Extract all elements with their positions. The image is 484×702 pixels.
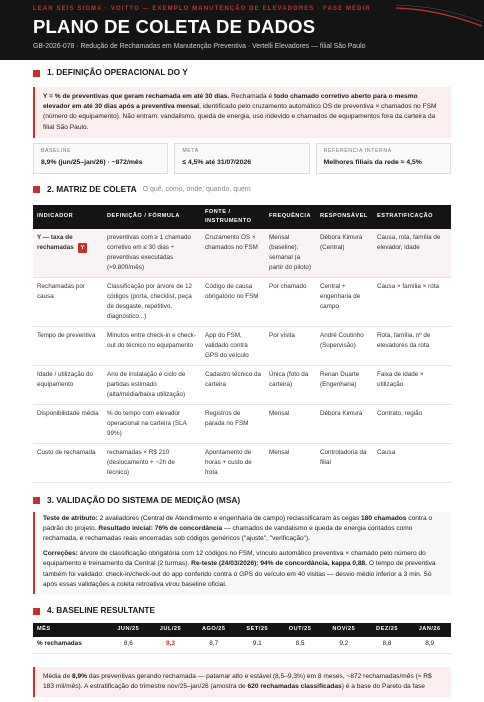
column-header: JUN/25 — [107, 623, 150, 637]
msa-bold: 180 chamados — [361, 514, 407, 522]
table-row — [33, 277, 451, 326]
msa-bold: Correções: — [43, 550, 78, 558]
card-value: ≤ 4,5% até 31/07/2026 — [182, 159, 252, 167]
table-cell: 8,7 — [191, 637, 236, 653]
card-label: REFERÊNCIA INTERNA — [323, 147, 392, 154]
table-cell: Custo de rechamada — [33, 443, 103, 482]
collection-matrix-table — [33, 205, 451, 483]
note-bold: 620 rechamadas classificadas — [247, 682, 342, 690]
y-definition-bold: todo chamado corretivo aberto para o mesmo elevador em até 30 dias após a preventiva mensal — [43, 93, 418, 111]
table-cell: Rota, família, nº de elevadores da rota — [373, 326, 451, 365]
table-cell: Tempo de preventiva — [33, 326, 103, 365]
msa-text: O tempo de preventiva também foi validado: check-in/check-out do app conferido contra o GPS do veículo em 40 visitas — desvio médio inferior a 3 min. Só após essas validações a coleta retroativa virou baseline oficial. — [43, 560, 436, 588]
table-cell: Contrato, região — [373, 404, 451, 443]
column-header: SET/25 — [236, 623, 278, 637]
table-cell: Única (foto da carteira) — [265, 365, 316, 404]
table-row — [33, 443, 451, 482]
table-cell-highlight: 9,3 — [150, 637, 192, 653]
column-header: AGO/25 — [191, 623, 236, 637]
note-text: das preventivas gerando rechamada — patamar alto e estável (8,5–9,3%) em 8 meses, ~872 rechamadas/mês (≈ R$ 183 mil/mês). A estratificação do trimestre nov/25–jan/26 (amostra de — [43, 672, 432, 690]
indicator-name: Y — taxa de rechamadas — [37, 233, 74, 251]
column-header: JUL/25 — [150, 623, 192, 637]
card-label: META — [182, 147, 199, 154]
table-cell: preventivas com ≥ 1 chamado corretivo em ≤ 30 dias ÷ preventivas executadas (≈9.800/mês) — [103, 229, 201, 278]
msa-paragraph — [43, 514, 443, 545]
table-cell: Idade / utilização do equipamento — [33, 365, 103, 404]
table-cell: 9,2 — [322, 637, 366, 653]
y-definition-callout — [33, 87, 451, 138]
column-header: RESPONSÁVEL — [316, 205, 373, 229]
y-badge: Y — [78, 243, 88, 253]
table-cell: % do tempo com elevador operacional na carteira (SLA 99%) — [103, 404, 201, 443]
table-cell: Faixa de idade × utilização — [373, 365, 451, 404]
msa-paragraph — [43, 549, 443, 590]
table-cell: App do FSM, validado contra GPS do veículo — [201, 326, 265, 365]
table-cell: 8,8 — [366, 637, 409, 653]
msa-text: contra o padrão do projeto. — [43, 514, 433, 532]
table-cell: Mensal — [265, 404, 316, 443]
reference-card — [316, 143, 451, 174]
header-kicker: LEAN SEIS SIGMA · VOITTO — EXEMPLO MANUTENÇÃO DE ELEVADORES · FASE MEDIR — [33, 6, 371, 12]
section-marker — [33, 497, 40, 504]
table-cell: Disponibilidade média — [33, 404, 103, 443]
table-cell: Código de causa obrigatório no FSM — [201, 277, 265, 326]
table-cell: Débora Kimura (Central) — [316, 229, 373, 278]
table-cell: Registros de parada no FSM — [201, 404, 265, 443]
section-title: 4. BASELINE RESULTANTE — [47, 605, 156, 616]
column-header: OUT/25 — [278, 623, 321, 637]
page-header — [0, 0, 484, 60]
table-cell: Por chamado — [265, 277, 316, 326]
msa-bold: Teste de atributo: — [43, 514, 98, 522]
section-operational-definition — [0, 67, 484, 174]
table-cell: Causa × família × rota — [373, 277, 451, 326]
note-text: Média de — [43, 672, 72, 680]
table-header-row — [33, 205, 451, 229]
table-cell: Mensal — [265, 443, 316, 482]
section-collection-matrix — [0, 184, 484, 483]
section-title: 3. VALIDAÇÃO DO SISTEMA DE MEDIÇÃO (MSA) — [47, 494, 241, 505]
column-header: DEZ/25 — [366, 623, 409, 637]
card-label: BASELINE — [41, 147, 72, 154]
table-cell: Cadastro técnico da carteira — [201, 365, 265, 404]
section-marker — [33, 70, 40, 77]
baseline-note — [33, 667, 451, 697]
table-cell: André Coutinho (Supervisão) — [316, 326, 373, 365]
table-cell — [33, 229, 103, 278]
table-cell: Débora Kimura — [316, 404, 373, 443]
column-header: DEFINIÇÃO / FÓRMULA — [103, 205, 201, 229]
kpi-cards — [33, 143, 451, 174]
table-cell: Cruzamento OS × chamados no FSM — [201, 229, 265, 278]
column-header: ESTRATIFICAÇÃO — [373, 205, 451, 229]
section-title: 1. DEFINIÇÃO OPERACIONAL DO Y — [47, 67, 188, 78]
baseline-table — [33, 623, 451, 654]
column-header: NOV/25 — [322, 623, 366, 637]
card-value: 8,9% (jun/25–jan/26) · ~872/mês — [41, 159, 143, 167]
msa-bold: Resultado inicial: 76% de concordância — [98, 524, 223, 532]
table-cell: Rechamadas por causa — [33, 277, 103, 326]
column-header: JAN/26 — [408, 623, 451, 637]
msa-text: 2 avaliadores (Central de Atendimento e engenharia de campo) reclassificaram às cegas — [97, 514, 362, 522]
column-header: MÊS — [33, 623, 107, 637]
note-text: ) é a base do Pareto da fase — [341, 682, 425, 690]
table-cell: Mensal (baseline); semanal (a partir do piloto) — [265, 229, 316, 278]
baseline-card — [33, 143, 168, 174]
msa-text: — chamados de vandalismo e queda de energia contados como rechamada, e rechamadas reais encerradas sob códigos genéricos ("ajuste", "verificação"). — [43, 524, 413, 543]
table-row — [33, 637, 451, 653]
table-cell: 8,5 — [278, 637, 321, 653]
table-cell: 8,6 — [107, 637, 150, 653]
goal-card — [174, 143, 309, 174]
section-marker — [33, 186, 40, 193]
table-cell: Causa — [373, 443, 451, 482]
section-msa — [0, 495, 484, 594]
section-subtitle: O quê, como, onde, quando, quem — [142, 185, 251, 193]
column-header: FREQUÊNCIA — [265, 205, 316, 229]
section-baseline — [0, 605, 484, 697]
table-cell: Minutos entre check-in e check-out do técnico no equipamento — [103, 326, 201, 365]
msa-text: árvore de classificação obrigatória com 12 códigos no FSM, vínculo automático preventiva × chamado pelo número do equipamento e treinamento da Central (2 turmas). — [43, 550, 426, 568]
column-header: FONTE / INSTRUMENTO — [201, 205, 265, 229]
table-row — [33, 404, 451, 443]
table-cell: 9,1 — [236, 637, 278, 653]
table-cell: Central + engenharia de campo — [316, 277, 373, 326]
card-value: Melhores filiais da rede ≈ 4,5% — [323, 159, 422, 167]
table-cell: Causa, rota, família de elevador, idade — [373, 229, 451, 278]
table-row — [33, 326, 451, 365]
y-definition-bold: Y = % de preventivas que geram rechamada em até 30 dias. — [43, 93, 230, 100]
table-row — [33, 365, 451, 404]
section-title: 2. MATRIZ DE COLETA — [47, 183, 137, 194]
table-cell: Controladoria da filial — [316, 443, 373, 482]
msa-callout — [33, 512, 451, 594]
row-label: % rechamadas — [33, 637, 107, 653]
table-cell: Renan Duarte (Engenharia) — [316, 365, 373, 404]
table-cell: 8,9 — [408, 637, 451, 653]
page-title: PLANO DE COLETA DE DADOS — [33, 16, 316, 38]
table-cell: Por visita — [265, 326, 316, 365]
header-decoration — [394, 0, 484, 30]
table-cell: Ano de instalação e ciclo de partidas estimado (alta/média/baixa utilização) — [103, 365, 201, 404]
note-bold: 8,9% — [71, 672, 87, 680]
page-subtitle: GB-2026-078 · Redução de Rechamadas em Manutenção Preventiva · Vertelli Elevadores — filial São Paulo — [33, 43, 366, 51]
table-cell: Apontamento de horas + custo de frota — [201, 443, 265, 482]
y-definition-text: Rechamada é — [229, 93, 274, 100]
section-marker — [33, 608, 40, 615]
table-header-row — [33, 623, 451, 637]
msa-bold: Re-teste (24/03/2026): 94% de concordância, kappa 0,88. — [191, 560, 367, 568]
table-cell: Classificação por árvore de 12 códigos (porta, checklist, peça de desgaste, repetitivo, diagnóstico...) — [103, 277, 201, 326]
y-definition-text: , identificado pelo cruzamento automático OS de preventiva × chamados no FSM (número do equipamento). Não entram: vandalismo, queda de energia, uso indevido e chamados de equipamentos fora da carteira da filial São Paulo. — [43, 103, 437, 131]
table-row — [33, 229, 451, 278]
column-header: INDICADOR — [33, 205, 103, 229]
table-cell: rechamadas × R$ 210 (deslocamento + ~2h de técnico) — [103, 443, 201, 482]
